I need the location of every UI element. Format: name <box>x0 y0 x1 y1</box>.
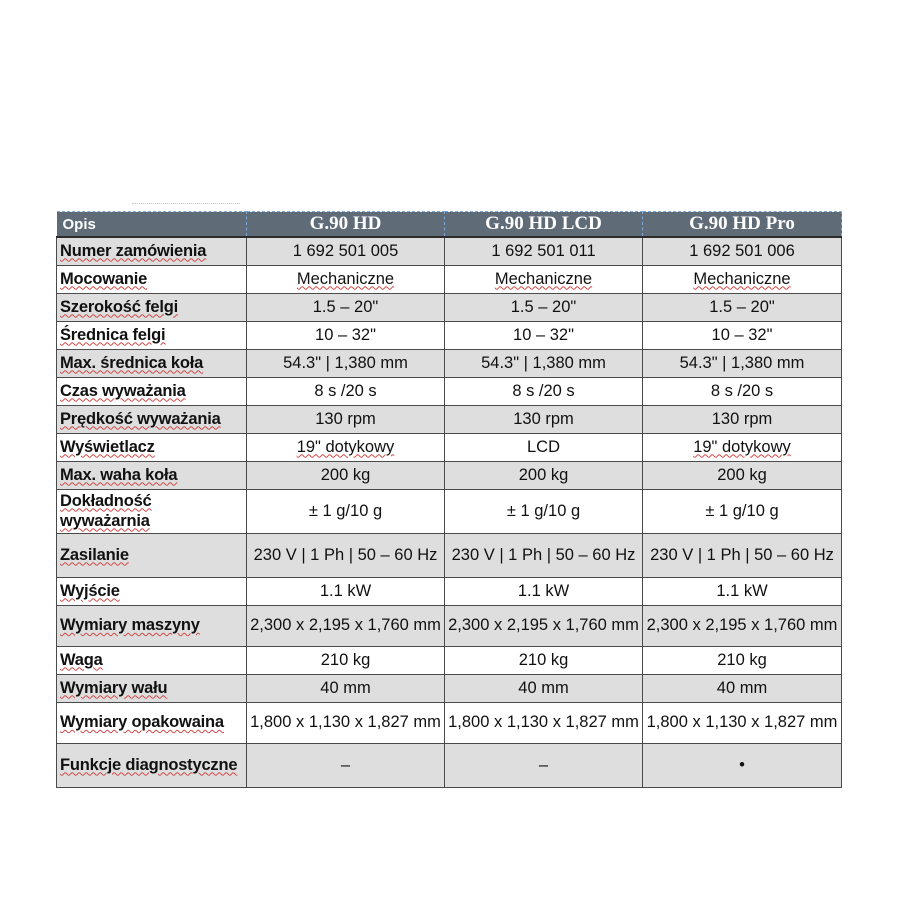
cell-value: 1 692 501 011 <box>445 237 643 266</box>
cell-value: 130 rpm <box>445 406 643 434</box>
table-row <box>57 744 842 788</box>
cell-value: 40 mm <box>247 675 445 703</box>
cell-value: 1,800 x 1,130 x 1,827 mm <box>643 703 842 744</box>
header-label: Opis <box>57 212 247 238</box>
cell-value: 1.5 – 20" <box>643 294 842 322</box>
cell-value: 2,300 x 2,195 x 1,760 mm <box>445 606 643 647</box>
cell-value: – <box>247 744 445 788</box>
table-row <box>57 406 842 434</box>
spec-table <box>56 211 842 788</box>
cell-value: 10 – 32" <box>445 322 643 350</box>
row-label <box>57 675 247 703</box>
row-label-text: Mocowanie <box>60 269 148 288</box>
cell-value <box>247 434 445 462</box>
cell-value <box>643 434 842 462</box>
row-label <box>57 266 247 294</box>
row-label <box>57 434 247 462</box>
row-label-text: Czas wyważania <box>60 381 186 400</box>
row-label <box>57 378 247 406</box>
row-label-text: Numer zamówienia <box>60 241 207 260</box>
cell-value: 8 s /20 s <box>643 378 842 406</box>
table-row <box>57 675 842 703</box>
row-label <box>57 744 247 788</box>
table-row <box>57 434 842 462</box>
cell-value <box>445 266 643 294</box>
cell-value: ± 1 g/10 g <box>247 490 445 534</box>
cell-value: 10 – 32" <box>643 322 842 350</box>
cell-value: 130 rpm <box>643 406 842 434</box>
row-label-text: Wymiary maszyny <box>60 616 200 635</box>
table-row <box>57 647 842 675</box>
cell-value: ± 1 g/10 g <box>445 490 643 534</box>
cell-value: ± 1 g/10 g <box>643 490 842 534</box>
table-row <box>57 462 842 490</box>
cell-value: 1.1 kW <box>445 578 643 606</box>
cell-value: 230 V | 1 Ph | 50 – 60 Hz <box>247 534 445 578</box>
row-label-text: Funkcje diagnostyczne <box>60 755 238 774</box>
row-label <box>57 322 247 350</box>
row-label <box>57 406 247 434</box>
row-label <box>57 703 247 744</box>
cell-value-text: 19" dotykowy <box>693 437 791 456</box>
table-row <box>57 378 842 406</box>
cell-value: 210 kg <box>445 647 643 675</box>
table-row <box>57 266 842 294</box>
cell-value: 1.5 – 20" <box>247 294 445 322</box>
cell-value: 200 kg <box>445 462 643 490</box>
cell-value: 2,300 x 2,195 x 1,760 mm <box>643 606 842 647</box>
row-label <box>57 294 247 322</box>
row-label-text: Wymiary opakowaina <box>60 713 224 732</box>
cell-value-text: 19" dotykowy <box>296 437 395 456</box>
row-label-text: Średnica felgi <box>60 325 166 344</box>
header-row <box>57 212 842 238</box>
cell-value: 40 mm <box>445 675 643 703</box>
cell-value: 230 V | 1 Ph | 50 – 60 Hz <box>643 534 842 578</box>
cell-value: 8 s /20 s <box>445 378 643 406</box>
table-row <box>57 490 842 534</box>
cell-value: 8 s /20 s <box>247 378 445 406</box>
cell-value: 2,300 x 2,195 x 1,760 mm <box>247 606 445 647</box>
row-label-text: Max. waha koła <box>60 465 178 484</box>
table-row <box>57 534 842 578</box>
cell-value-text: Mechaniczne <box>693 269 791 288</box>
cell-value: 1,800 x 1,130 x 1,827 mm <box>445 703 643 744</box>
header-model-2: G.90 HD LCD <box>445 212 643 238</box>
cell-value: • <box>643 744 842 788</box>
header-model-3: G.90 HD Pro <box>643 212 842 238</box>
cell-value: 1.1 kW <box>247 578 445 606</box>
cell-value-text: Mechaniczne <box>494 269 593 288</box>
cell-value-text: Mechaniczne <box>296 269 395 288</box>
header-model-1: G.90 HD <box>247 212 445 238</box>
cell-value: 1.5 – 20" <box>445 294 643 322</box>
cell-value: – <box>445 744 643 788</box>
row-label-text: Wymiary wału <box>60 678 168 697</box>
row-label-text: Max. średnica koła <box>60 353 204 372</box>
cell-value: 54.3" | 1,380 mm <box>643 350 842 378</box>
cell-value <box>643 266 842 294</box>
row-label <box>57 490 247 534</box>
cell-value: LCD <box>445 434 643 462</box>
row-label <box>57 578 247 606</box>
row-label <box>57 534 247 578</box>
cell-value: 210 kg <box>643 647 842 675</box>
cell-value: 54.3" | 1,380 mm <box>445 350 643 378</box>
cell-value: 130 rpm <box>247 406 445 434</box>
table-row <box>57 322 842 350</box>
cell-value <box>247 266 445 294</box>
row-label <box>57 647 247 675</box>
row-label-text: Dokładność wyważarnia <box>60 491 152 530</box>
table-row <box>57 350 842 378</box>
table-row <box>57 703 842 744</box>
cell-value: 10 – 32" <box>247 322 445 350</box>
cell-value: 40 mm <box>643 675 842 703</box>
cell-value: 1,800 x 1,130 x 1,827 mm <box>247 703 445 744</box>
table-row <box>57 578 842 606</box>
row-label-text: Waga <box>60 650 103 669</box>
cell-value: 54.3" | 1,380 mm <box>247 350 445 378</box>
cell-value: 200 kg <box>643 462 842 490</box>
row-label-text: Zasilanie <box>60 545 129 564</box>
table-row <box>57 237 842 266</box>
cell-value: 1.1 kW <box>643 578 842 606</box>
table-row <box>57 606 842 647</box>
cell-value: 1 692 501 005 <box>247 237 445 266</box>
row-label <box>57 462 247 490</box>
faint-marker-line <box>132 203 240 204</box>
row-label <box>57 606 247 647</box>
row-label-text: Prędkość wyważania <box>60 409 221 428</box>
cell-value: 230 V | 1 Ph | 50 – 60 Hz <box>445 534 643 578</box>
table-row <box>57 294 842 322</box>
row-label <box>57 350 247 378</box>
row-label-text: Szerokość felgi <box>60 297 179 316</box>
cell-value: 210 kg <box>247 647 445 675</box>
cell-value: 200 kg <box>247 462 445 490</box>
row-label <box>57 237 247 266</box>
row-label-text: Wyjście <box>60 581 120 600</box>
cell-value: 1 692 501 006 <box>643 237 842 266</box>
row-label-text: Wyświetlacz <box>60 437 155 456</box>
